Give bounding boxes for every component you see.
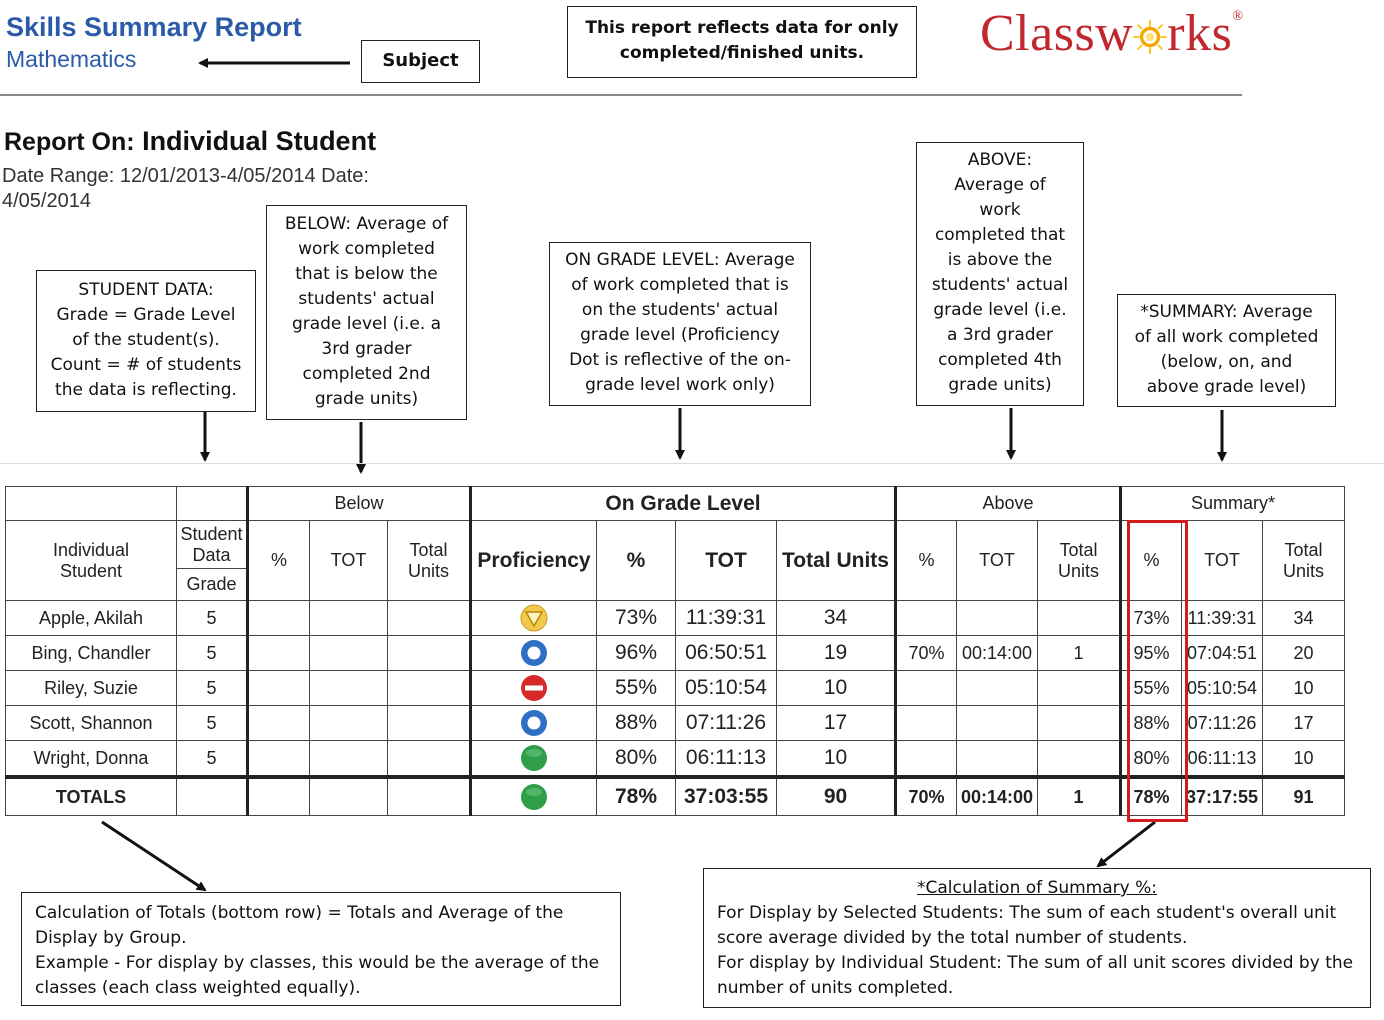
header-divider — [0, 94, 1242, 96]
notice-callout — [567, 6, 917, 78]
callout-line: grade units) — [314, 389, 419, 409]
callout-line: students' actual — [931, 275, 1069, 295]
cell-above-units — [1038, 671, 1121, 706]
callout-line: work — [979, 200, 1021, 220]
cell-above-units — [1038, 741, 1121, 778]
header-grade: Grade — [177, 569, 248, 601]
note-line: Display by Group. — [35, 928, 187, 948]
cell-below-units — [388, 741, 471, 778]
cell-grade: 5 — [177, 636, 248, 671]
cell-below-units — [388, 671, 471, 706]
cell-above-pct: 70% — [896, 636, 957, 671]
proficiency-red-dot-icon — [520, 674, 548, 702]
cell-below-pct — [248, 601, 310, 636]
cell-summary-tot: 11:39:31 — [1182, 601, 1263, 636]
header-below-tot: TOT — [310, 521, 388, 601]
above-callout — [916, 142, 1084, 406]
header-text: Total — [1059, 539, 1098, 560]
header-summary-pct: % — [1121, 521, 1182, 601]
callout-line: grade level (Proficiency — [580, 325, 780, 345]
header-below-units — [388, 521, 471, 601]
cell-on-grade-tot: 06:11:13 — [676, 741, 777, 778]
registered-mark: ® — [1232, 9, 1244, 24]
callout-line: Count = # of students — [50, 355, 242, 375]
header-proficiency: Proficiency — [471, 521, 597, 601]
proficiency-yellow-dot-icon — [520, 604, 548, 632]
cell-on-grade-pct: 73% — [597, 601, 676, 636]
cell-grade: 5 — [177, 601, 248, 636]
cell-on-grade-units: 34 — [777, 601, 896, 636]
callout-line: Average of — [954, 175, 1046, 195]
cell-summary-pct: 55% — [1121, 671, 1182, 706]
cell-below-pct — [248, 706, 310, 741]
callout-line: ABOVE: — [967, 150, 1033, 170]
cell-below-tot — [310, 636, 388, 671]
cell-on-grade-units: 17 — [777, 706, 896, 741]
cell-below-units — [388, 636, 471, 671]
callout-line: that is below the — [295, 264, 438, 284]
cell-below-pct — [248, 636, 310, 671]
header-text: Individual — [52, 539, 130, 560]
cell-name: TOTALS — [6, 777, 177, 816]
callout-line: *SUMMARY: Average — [1140, 302, 1313, 322]
group-on-grade: On Grade Level — [471, 487, 896, 521]
cell-above-tot: 00:14:00 — [957, 777, 1038, 816]
cell-above-pct — [896, 671, 957, 706]
header-summary-units — [1263, 521, 1345, 601]
callout-line: STUDENT DATA: — [78, 280, 214, 300]
cell-above-units: 1 — [1038, 777, 1121, 816]
header-above-pct: % — [896, 521, 957, 601]
header-text: Total — [409, 539, 448, 560]
header-text: Units — [1282, 560, 1324, 581]
note-line: number of units completed. — [717, 978, 954, 998]
header-above-units — [1038, 521, 1121, 601]
callout-line: ON GRADE LEVEL: Average — [565, 250, 795, 270]
note-line: For display by Individual Student: The sum of all unit scores divided by the — [717, 953, 1354, 973]
cell-summary-tot: 06:11:13 — [1182, 741, 1263, 778]
summary-calculation-note — [703, 868, 1371, 1008]
cell-below-pct — [248, 671, 310, 706]
callout-line: grade level work only) — [585, 375, 775, 395]
cell-grade — [177, 777, 248, 816]
note-line: classes (each class weighted equally). — [35, 978, 361, 998]
cell-name: Bing, Chandler — [6, 636, 177, 671]
cell-above-pct — [896, 706, 957, 741]
cell-on-grade-units: 10 — [777, 671, 896, 706]
cell-on-grade-tot: 11:39:31 — [676, 601, 777, 636]
cell-above-tot: 00:14:00 — [957, 636, 1038, 671]
cell-summary-pct: 88% — [1121, 706, 1182, 741]
cell-name: Apple, Akilah — [6, 601, 177, 636]
cell-summary-tot: 07:04:51 — [1182, 636, 1263, 671]
date-range-line: 4/05/2014 — [2, 190, 91, 212]
group-below: Below — [248, 487, 471, 521]
cell-on-grade-units: 10 — [777, 741, 896, 778]
group-above: Above — [896, 487, 1121, 521]
cell-above-pct: 70% — [896, 777, 957, 816]
cell-summary-pct: 95% — [1121, 636, 1182, 671]
cell-below-tot — [310, 706, 388, 741]
cell-above-units: 1 — [1038, 636, 1121, 671]
blank-header — [6, 487, 177, 521]
table-row — [6, 706, 1345, 741]
header-on-grade-tot: TOT — [676, 521, 777, 601]
callout-line: the data is reflecting. — [55, 380, 237, 400]
cell-summary-units: 91 — [1263, 777, 1345, 816]
sun-icon — [1133, 20, 1167, 54]
report-on-heading — [4, 126, 376, 157]
cell-summary-pct: 73% — [1121, 601, 1182, 636]
callout-line: of all work completed — [1134, 327, 1319, 347]
header-student-data — [177, 521, 248, 569]
cell-on-grade-pct: 78% — [597, 777, 676, 816]
cell-on-grade-units: 90 — [777, 777, 896, 816]
callout-line: of work completed that is — [571, 275, 789, 295]
table-row — [6, 601, 1345, 636]
cell-summary-tot: 37:17:55 — [1182, 777, 1263, 816]
callout-line: completed that — [934, 225, 1066, 245]
proficiency-blue-dot-icon — [520, 639, 548, 667]
logo-text-start: Classw — [980, 5, 1134, 62]
summary-note-arrow — [1098, 822, 1155, 866]
logo-text-end: rks — [1167, 5, 1233, 62]
table-row — [6, 671, 1345, 706]
cell-proficiency — [471, 777, 597, 816]
note-line: For Display by Selected Students: The sum of each student's overall unit — [717, 903, 1337, 923]
callout-line: grade units) — [948, 375, 1052, 395]
cell-on-grade-pct: 55% — [597, 671, 676, 706]
cell-grade: 5 — [177, 706, 248, 741]
report-title: Skills Summary Report — [6, 12, 302, 42]
cell-summary-units: 17 — [1263, 706, 1345, 741]
section-divider — [0, 463, 1384, 464]
proficiency-blue-dot-icon — [520, 709, 548, 737]
cell-above-tot — [957, 601, 1038, 636]
header-individual-student — [6, 521, 177, 601]
cell-name: Wright, Donna — [6, 741, 177, 778]
cell-name: Riley, Suzie — [6, 671, 177, 706]
callout-line: work completed — [298, 239, 435, 259]
date-range-line: Date Range: 12/01/2013-4/05/2014 Date: — [2, 165, 369, 187]
note-line: Calculation of Totals (bottom row) = Totals and Average of the — [35, 903, 564, 923]
cell-summary-pct: 78% — [1121, 777, 1182, 816]
proficiency-green-dot-icon — [520, 744, 548, 772]
header-on-grade-units: Total Units — [777, 521, 896, 601]
cell-on-grade-tot: 37:03:55 — [676, 777, 777, 816]
student-data-callout — [36, 270, 256, 412]
subject-callout — [361, 40, 480, 83]
table-body — [6, 601, 1345, 816]
callout-line: 3rd grader — [321, 339, 412, 359]
summary-callout — [1117, 294, 1336, 407]
callout-line: completed 4th — [938, 350, 1062, 370]
totals-calculation-note — [21, 892, 621, 1006]
cell-above-tot — [957, 671, 1038, 706]
header-above-tot: TOT — [957, 521, 1038, 601]
cell-on-grade-pct: 80% — [597, 741, 676, 778]
cell-below-tot — [310, 601, 388, 636]
classworks-logo — [980, 4, 1243, 63]
cell-on-grade-pct: 88% — [597, 706, 676, 741]
cell-below-units — [388, 706, 471, 741]
callout-line: completed 2nd — [302, 364, 431, 384]
cell-above-tot — [957, 706, 1038, 741]
note-title: *Calculation of Summary %: — [917, 878, 1157, 898]
cell-proficiency — [471, 706, 597, 741]
skills-summary-table — [5, 486, 1345, 816]
header-text: Total — [1284, 539, 1323, 560]
totals-row — [6, 777, 1345, 816]
cell-summary-tot: 07:11:26 — [1182, 706, 1263, 741]
cell-on-grade-units: 19 — [777, 636, 896, 671]
column-header-row — [6, 521, 1345, 569]
cell-grade: 5 — [177, 671, 248, 706]
table-row — [6, 741, 1345, 778]
header-text: Student — [180, 523, 243, 544]
cell-below-tot — [310, 777, 388, 816]
header-text: Units — [1057, 560, 1099, 581]
cell-on-grade-tot: 05:10:54 — [676, 671, 777, 706]
cell-below-units — [388, 601, 471, 636]
callout-line: Grade = Grade Level — [56, 305, 236, 325]
note-line: score average divided by the total number of students. — [717, 928, 1188, 948]
notice-line: This report reflects data for only — [585, 18, 899, 38]
callout-line: of the student(s). — [72, 330, 220, 350]
callout-line: students' actual — [298, 289, 435, 309]
header-below-pct: % — [248, 521, 310, 601]
cell-name: Scott, Shannon — [6, 706, 177, 741]
report-on-label: Report On: — [4, 128, 135, 156]
cell-proficiency — [471, 601, 597, 636]
callout-line: grade level (i.e. — [933, 300, 1067, 320]
group-summary: Summary* — [1121, 487, 1345, 521]
cell-summary-units: 10 — [1263, 741, 1345, 778]
group-header-row — [6, 487, 1345, 521]
header-summary-tot: TOT — [1182, 521, 1263, 601]
cell-above-tot — [957, 741, 1038, 778]
cell-summary-tot: 05:10:54 — [1182, 671, 1263, 706]
header-on-grade-pct: % — [597, 521, 676, 601]
callout-line: on the students' actual — [581, 300, 779, 320]
cell-below-tot — [310, 741, 388, 778]
header-text: Data — [192, 544, 231, 565]
cell-summary-units: 34 — [1263, 601, 1345, 636]
subject-name: Mathematics — [6, 46, 137, 72]
table-row — [6, 636, 1345, 671]
cell-above-pct — [896, 741, 957, 778]
cell-summary-units: 20 — [1263, 636, 1345, 671]
blank-header — [177, 487, 248, 521]
callout-line: Dot is reflective of the on- — [569, 350, 791, 370]
cell-summary-pct: 80% — [1121, 741, 1182, 778]
report-on-value: Individual Student — [142, 126, 377, 156]
cell-on-grade-tot: 07:11:26 — [676, 706, 777, 741]
note-line: Example - For display by classes, this would be the average of the — [35, 953, 600, 973]
callout-line: BELOW: Average of — [284, 214, 449, 234]
notice-line: completed/finished units. — [619, 43, 865, 63]
header-text: Units — [407, 560, 449, 581]
proficiency-green-dot-icon — [520, 783, 548, 811]
cell-proficiency — [471, 636, 597, 671]
cell-on-grade-tot: 06:50:51 — [676, 636, 777, 671]
header-text: Student — [59, 560, 123, 581]
callout-line: is above the — [947, 250, 1053, 270]
cell-on-grade-pct: 96% — [597, 636, 676, 671]
totals-note-arrow — [102, 822, 205, 890]
cell-above-units — [1038, 706, 1121, 741]
cell-above-units — [1038, 601, 1121, 636]
callout-line: a 3rd grader — [947, 325, 1053, 345]
cell-proficiency — [471, 741, 597, 778]
cell-below-units — [388, 777, 471, 816]
cell-below-pct — [248, 741, 310, 778]
cell-below-pct — [248, 777, 310, 816]
callout-line: above grade level) — [1146, 377, 1307, 397]
cell-above-pct — [896, 601, 957, 636]
cell-proficiency — [471, 671, 597, 706]
on-grade-callout — [549, 242, 811, 406]
cell-summary-units: 10 — [1263, 671, 1345, 706]
subject-callout-text: Subject — [382, 50, 459, 71]
callout-line: (below, on, and — [1160, 352, 1293, 372]
callout-line: grade level (i.e. a — [291, 314, 442, 334]
cell-grade: 5 — [177, 741, 248, 778]
below-callout — [266, 205, 467, 420]
cell-below-tot — [310, 671, 388, 706]
